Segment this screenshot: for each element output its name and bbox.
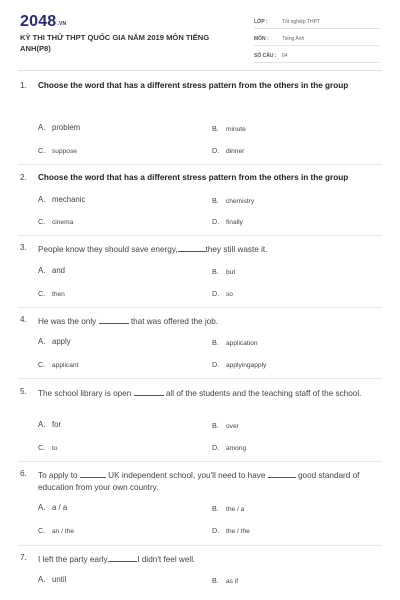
question-divider (18, 461, 382, 462)
meta-row-subject (254, 29, 379, 46)
option-a[interactable]: A. problem (38, 123, 81, 132)
exam-meta (254, 12, 379, 63)
question-text: People know they should save energy, they still waste it. (38, 242, 382, 256)
question-text: I left the party early, I didn't feel well. (38, 552, 382, 566)
answer-blank (134, 386, 164, 396)
option-b[interactable]: B. over (212, 421, 239, 430)
option-c[interactable]: C. then (38, 289, 65, 298)
exam-title: KỲ THI THỬ THPT QUỐC GIA NĂM 2019 MÔN TIẾNG ANH(P8) (20, 33, 210, 53)
option-c[interactable]: C. an / the (38, 526, 74, 535)
option-d[interactable]: D. applyingapply (212, 360, 267, 369)
question-3 (20, 242, 382, 298)
option-a[interactable]: A. for (38, 420, 62, 429)
answer-blank (80, 468, 106, 478)
option-a[interactable]: A. and (38, 266, 66, 275)
logo-suffix: .VN (57, 21, 67, 27)
option-b[interactable]: B. application (212, 338, 258, 347)
meta-row-class (254, 12, 379, 29)
question-divider (18, 545, 382, 546)
header-divider (18, 70, 382, 71)
option-d[interactable]: D. dinner (212, 146, 245, 155)
meta-label: MÔN : (254, 36, 269, 42)
option-b[interactable]: B. but (212, 267, 236, 276)
meta-label: SỐ CÂU : (254, 53, 277, 59)
answer-blank (268, 468, 296, 478)
answer-blank (109, 552, 137, 562)
option-a[interactable]: A. a / a (38, 503, 68, 512)
option-c[interactable]: C. cinema (38, 217, 74, 226)
option-d[interactable]: D. the / the (212, 526, 250, 535)
question-text: He was the only that was offered the job. (38, 314, 382, 328)
option-d[interactable]: D. among (212, 443, 247, 452)
question-number: 6. (20, 469, 27, 478)
option-d[interactable]: D. finally (212, 217, 243, 226)
meta-row-count (254, 46, 379, 63)
option-b[interactable]: B. as if (212, 576, 239, 585)
question-text: To apply to UK independent school, you'll need to have good standard of education from your own country. (38, 468, 382, 494)
question-text: Choose the word that has a different stress pattern from the others in the group (38, 173, 349, 182)
option-a[interactable]: A. until (38, 575, 67, 584)
option-b[interactable]: B. the / a (212, 504, 245, 513)
question-number: 4. (20, 315, 27, 324)
option-c[interactable]: C. suppose (38, 146, 77, 155)
question-7 (20, 552, 382, 585)
option-b[interactable]: B. chemistry (212, 196, 255, 205)
question-text: The school library is open all of the students and the teaching staff of the school. (38, 386, 382, 400)
option-b[interactable]: B. minute (212, 124, 246, 133)
answer-blank (99, 314, 129, 324)
question-number: 2. (20, 173, 27, 182)
option-d[interactable]: D. so (212, 289, 233, 298)
exam-header (0, 0, 400, 72)
question-divider (18, 164, 382, 165)
meta-value: Tiếng Anh (282, 36, 305, 42)
option-c[interactable]: C. applicant (38, 360, 79, 369)
question-6 (20, 468, 382, 535)
question-2 (20, 172, 382, 226)
meta-label: LỚP : (254, 19, 268, 25)
meta-value: 64 (282, 53, 288, 59)
answer-blank (178, 242, 206, 252)
meta-value: Tốt nghiệp THPT (282, 19, 320, 25)
question-divider (18, 378, 382, 379)
question-4 (20, 314, 382, 369)
question-divider (18, 235, 382, 236)
option-a[interactable]: A. mechanic (38, 195, 86, 204)
question-text: Choose the word that has a different stress pattern from the others in the group (38, 81, 349, 90)
question-5 (20, 386, 382, 452)
site-logo[interactable] (20, 13, 66, 31)
question-1 (20, 80, 382, 155)
question-number: 7. (20, 553, 27, 562)
question-number: 5. (20, 387, 27, 396)
logo-text: 2048 (20, 13, 57, 30)
option-a[interactable]: A. apply (38, 337, 71, 346)
question-number: 3. (20, 243, 27, 252)
question-divider (18, 307, 382, 308)
option-c[interactable]: C. to (38, 443, 58, 452)
question-number: 1. (20, 81, 27, 90)
